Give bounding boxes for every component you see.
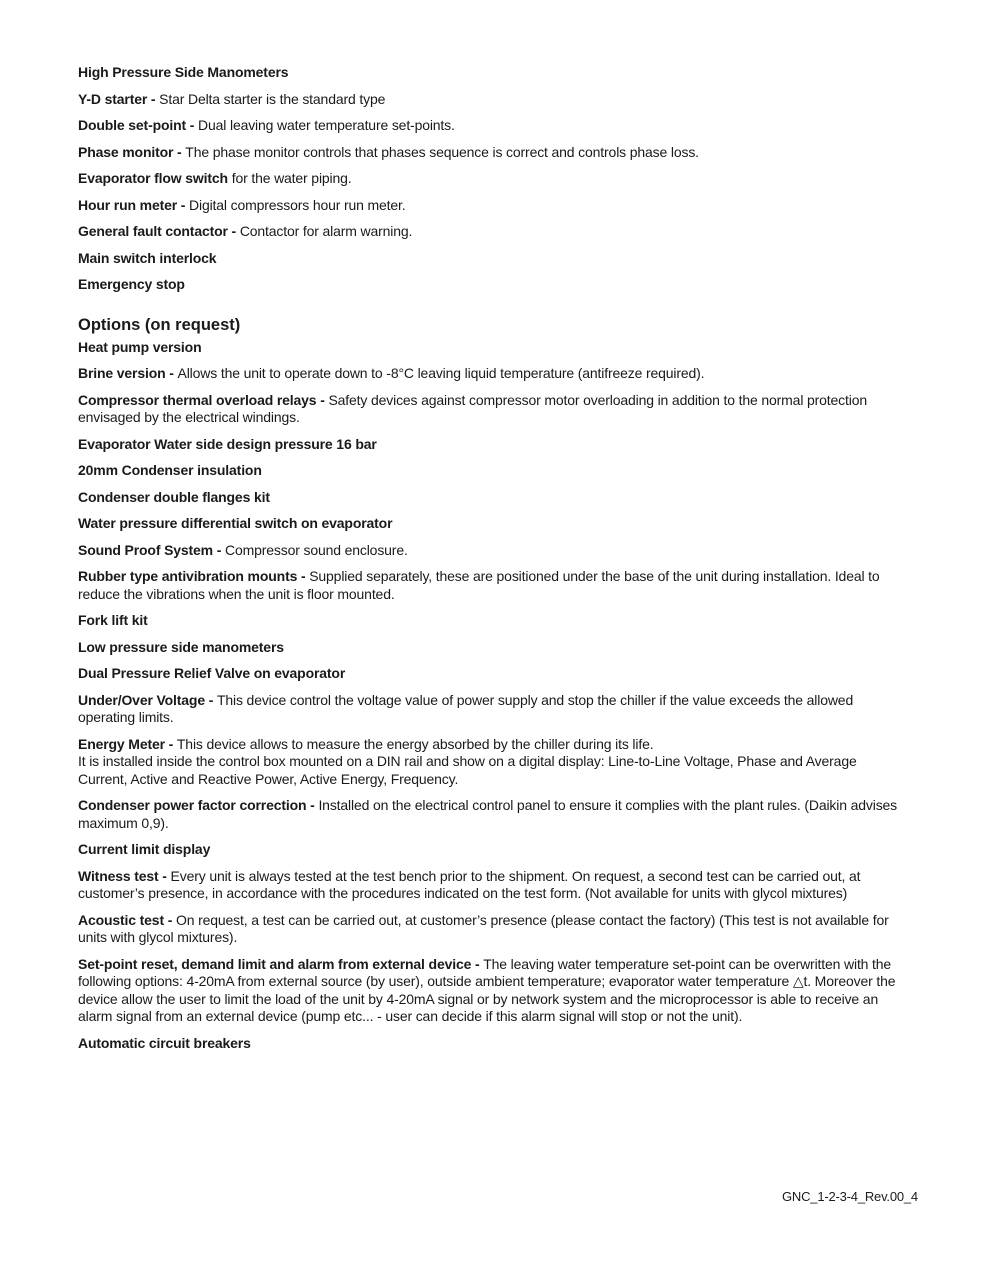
feature-separator: - xyxy=(173,143,186,160)
feature-item xyxy=(78,223,908,241)
feature-item xyxy=(78,462,908,480)
feature-term: Energy Meter xyxy=(78,735,165,752)
feature-item xyxy=(78,736,908,789)
feature-term: Hour run meter xyxy=(78,196,178,213)
feature-separator: - xyxy=(227,223,240,239)
feature-description: Star Delta starter is the standard type xyxy=(159,90,386,107)
feature-item xyxy=(78,692,908,727)
feature-term: 20mm Condenser insulation xyxy=(78,462,262,478)
feature-term: Heat pump version xyxy=(78,338,202,355)
feature-item xyxy=(78,144,908,162)
feature-item xyxy=(78,365,908,383)
feature-separator: - xyxy=(164,735,177,752)
feature-description: Every unit is always tested at the test bench prior to the shipment. On request, a second test can be carried out, at customer’s presence, in accordance with the procedures indicated on the test form. (Not available for units with glycol mixtures) xyxy=(78,867,861,901)
feature-term: Emergency stop xyxy=(78,276,185,292)
feature-item xyxy=(78,339,908,357)
feature-description: This device control the voltage value of power supply and stop the chiller if the value exceeds the allowed operating limits. xyxy=(78,691,854,725)
feature-term: Evaporator Water side design pressure 16 bar xyxy=(78,435,377,452)
options-heading: Options (on request) xyxy=(78,315,241,334)
feature-item xyxy=(78,542,908,560)
feature-item xyxy=(78,117,908,135)
feature-term: Condenser power factor correction xyxy=(78,797,307,813)
feature-description: Installed on the electrical control panel to ensure it complies with the plant rules. (Daikin advises maximum 0,9). xyxy=(78,797,898,831)
feature-description: The phase monitor controls that phases sequence is correct and controls phase loss. xyxy=(185,143,699,160)
feature-term: Dual Pressure Relief Valve on evaporator xyxy=(78,665,346,681)
feature-item xyxy=(78,392,908,427)
feature-item xyxy=(78,170,908,188)
feature-term: Set-point reset, demand limit and alarm from external device xyxy=(78,955,472,972)
feature-item xyxy=(78,639,908,657)
feature-item xyxy=(78,797,908,832)
feature-separator: - xyxy=(212,541,225,558)
feature-term: Evaporator flow switch xyxy=(78,170,228,186)
feature-term: Low pressure side manometers xyxy=(78,638,284,655)
feature-description: Digital compressors hour run meter. xyxy=(189,196,406,213)
feature-separator: - xyxy=(471,955,484,972)
feature-term: Acoustic test xyxy=(78,911,164,928)
feature-description: for the water piping. xyxy=(231,170,352,186)
feature-item xyxy=(78,868,908,903)
feature-description: Dual leaving water temperature set-points. xyxy=(198,117,455,133)
document-code-footer: GNC_1-2-3-4_Rev.00_4 xyxy=(782,1189,918,1204)
feature-item xyxy=(78,665,908,683)
feature-item xyxy=(78,841,908,859)
feature-separator: - xyxy=(306,797,319,813)
feature-separator: - xyxy=(186,117,199,133)
feature-term: Brine version xyxy=(78,365,166,381)
feature-term: Fork lift kit xyxy=(78,612,148,628)
feature-item xyxy=(78,489,908,507)
feature-term: Double set-point xyxy=(78,117,187,133)
feature-item xyxy=(78,1035,908,1053)
feature-description: The leaving water temperature set-point can be overwritten with the following options: 4-20mA from external source (by user), outside ambient temperature; evaporator water temperature △t. Moreover the device allow the user to limit the load of the unit by 4-20mA signal or by network system and the microprocessor is able to receive an alarm signal from an external device (pump etc... - user can decide if this alarm signal will stop or not the unit). xyxy=(78,955,896,1024)
feature-term: Rubber type antivibration mounts xyxy=(78,568,298,584)
feature-term: Automatic circuit breakers xyxy=(78,1034,251,1051)
feature-term: Phase monitor xyxy=(78,143,174,160)
feature-separator: - xyxy=(165,365,178,381)
feature-term: General fault contactor xyxy=(78,223,228,239)
feature-item xyxy=(78,197,908,215)
feature-item xyxy=(78,250,908,268)
feature-item xyxy=(78,91,908,109)
feature-item xyxy=(78,912,908,947)
feature-term: Witness test xyxy=(78,867,159,884)
feature-term: Condenser double flanges kit xyxy=(78,488,270,505)
feature-term: Y-D starter xyxy=(78,90,148,107)
feature-separator: - xyxy=(316,391,329,408)
feature-separator: - xyxy=(204,691,217,708)
feature-separator: - xyxy=(158,867,171,884)
feature-description: Supplied separately, these are positioned under the base of the unit during installation. Ideal to reduce the vibrations when the unit is floor mounted. xyxy=(78,568,880,602)
standard-features-list xyxy=(78,64,908,294)
feature-term: Current limit display xyxy=(78,841,211,857)
feature-separator: - xyxy=(163,911,176,928)
feature-description: On request, a test can be carried out, at customer’s presence (please contact the factory) (This test is not available for units with glycol mixtures). xyxy=(78,911,889,945)
feature-term: Sound Proof System xyxy=(78,541,213,558)
feature-description: Contactor for alarm warning. xyxy=(239,223,413,239)
feature-term: Compressor thermal overload relays xyxy=(78,391,317,408)
feature-description: This device allows to measure the energy absorbed by the chiller during its life. xyxy=(176,735,654,752)
options-list xyxy=(78,339,908,1053)
feature-separator: - xyxy=(147,90,160,107)
feature-term: High Pressure Side Manometers xyxy=(78,64,289,80)
feature-term: Water pressure differential switch on evaporator xyxy=(78,515,393,531)
feature-item xyxy=(78,276,908,294)
feature-item xyxy=(78,64,908,82)
feature-description: Allows the unit to operate down to -8°C leaving liquid temperature (antifreeze required). xyxy=(177,365,705,381)
feature-item xyxy=(78,515,908,533)
feature-description-continued: It is installed inside the control box mounted on a DIN rail and show on a digital display: Line-to-Line Voltage, Phase and Average Current, Active and Reactive Power, Active Energy, Frequency. xyxy=(78,753,857,787)
feature-item xyxy=(78,956,908,1026)
feature-description: Safety devices against compressor motor overloading in addition to the normal protection envisaged by the electrical windings. xyxy=(78,391,867,425)
feature-item xyxy=(78,436,908,454)
feature-description: Compressor sound enclosure. xyxy=(224,541,408,558)
feature-term: Main switch interlock xyxy=(78,249,217,266)
feature-item xyxy=(78,568,908,603)
feature-separator: - xyxy=(297,568,310,584)
feature-item xyxy=(78,612,908,630)
feature-term: Under/Over Voltage xyxy=(78,691,205,708)
feature-separator: - xyxy=(177,196,190,213)
document-page xyxy=(78,64,908,1061)
